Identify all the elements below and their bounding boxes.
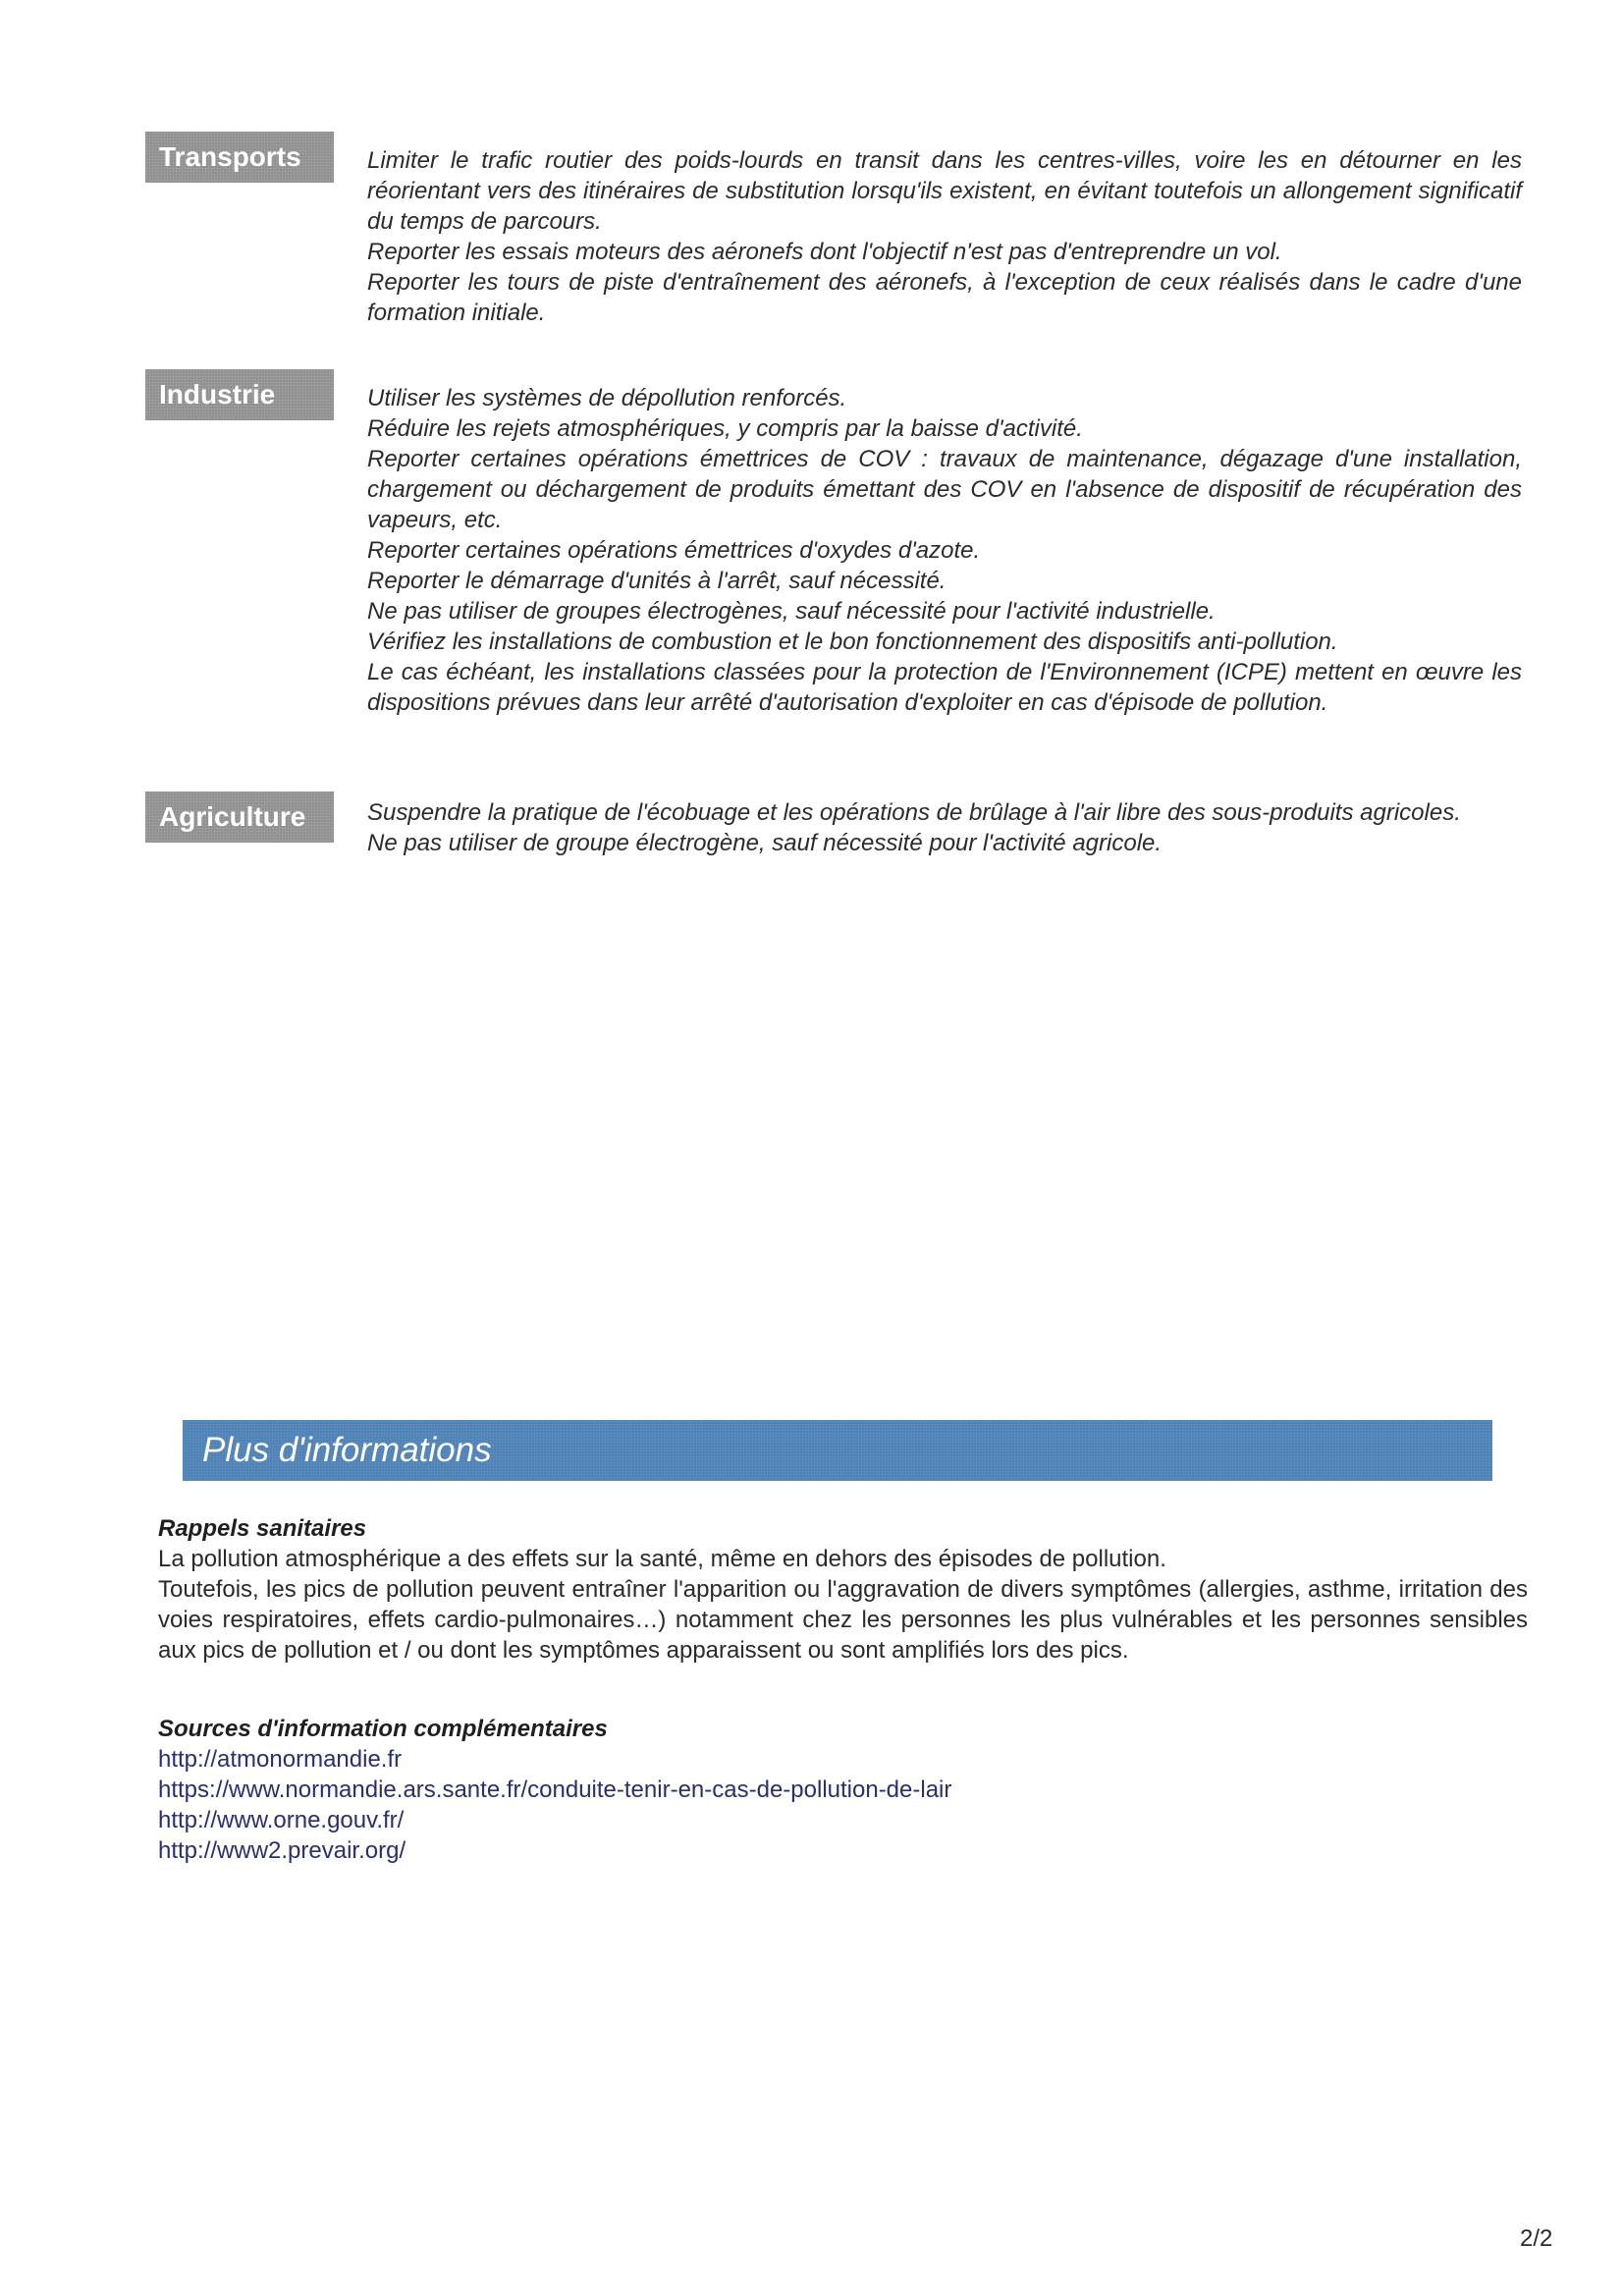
paragraph: Reporter les essais moteurs des aéronefs dont l'objectif n'est pas d'entreprendre un vol. [367, 239, 1282, 265]
paragraph: Suspendre la pratique de l'écobuage et les opérations de brûlage à l'air libre des sous-produits agricoles. [367, 799, 1461, 826]
section-tag-transports: Transports [145, 132, 334, 183]
source-link[interactable]: https://www.normandie.ars.sante.fr/conduite-tenir-en-cas-de-pollution-de-lair [158, 1777, 952, 1803]
page-number: 2/2 [1520, 2225, 1553, 2252]
paragraph: Le cas échéant, les installations classées pour la protection de l'Environnement (ICPE) mettent en œuvre les dispositions prévues dans leur arrêté d'autorisation d'exploiter en cas d'épisode de pollution. [367, 659, 1522, 716]
section-tag-agriculture: Agriculture [145, 792, 334, 843]
section-tag-industrie: Industrie [145, 369, 334, 420]
info-banner-title: Plus d'informations [202, 1431, 492, 1469]
rappels-sanitaires [158, 1513, 1528, 1666]
section-body-agriculture [367, 797, 1522, 858]
section-body-industrie [367, 383, 1522, 718]
info-banner [183, 1420, 1492, 1481]
source-link[interactable]: http://www2.prevair.org/ [158, 1837, 406, 1864]
paragraph: Reporter le démarrage d'unités à l'arrêt, sauf nécessité. [367, 568, 947, 594]
section-body-transports [367, 145, 1522, 328]
paragraph: Utiliser les systèmes de dépollution renforcés. [367, 385, 847, 411]
sources-info [158, 1714, 1528, 1866]
source-link[interactable]: http://www.orne.gouv.fr/ [158, 1807, 405, 1833]
paragraph: Réduire les rejets atmosphériques, y compris par la baisse d'activité. [367, 415, 1083, 442]
rappels-heading: Rappels sanitaires [158, 1515, 367, 1542]
paragraph: Reporter certaines opérations émettrices d'oxydes d'azote. [367, 537, 981, 564]
paragraph: Reporter certaines opérations émettrices de COV : travaux de maintenance, dégazage d'une installation, chargement ou déchargement de produits émettant des COV en l'absence de dispositif de récupération des vapeurs, etc. [367, 446, 1522, 533]
paragraph: Ne pas utiliser de groupe électrogène, sauf nécessité pour l'activité agricole. [367, 830, 1163, 856]
sources-heading: Sources d'information complémentaires [158, 1716, 608, 1742]
source-link[interactable]: http://atmonormandie.fr [158, 1746, 403, 1773]
paragraph: Reporter les tours de piste d'entraînement des aéronefs, à l'exception de ceux réalisés dans le cadre d'une formation initiale. [367, 269, 1522, 326]
paragraph: La pollution atmosphérique a des effets sur la santé, même en dehors des épisodes de pollution. [158, 1546, 1166, 1572]
paragraph: Limiter le trafic routier des poids-lourds en transit dans les centres-villes, voire les en détourner en les réorientant vers des itinéraires de substitution lorsqu'ils existent, en évitant toutefois un allongement significatif du temps de parcours. [367, 147, 1522, 235]
paragraph: Toutefois, les pics de pollution peuvent entraîner l'apparition ou l'aggravation de divers symptômes (allergies, asthme, irritation des voies respiratoires, effets cardio-pulmonaires…) notamment chez les personnes les plus vulnérables et les personnes sensibles aux pics de pollution et / ou dont les symptômes apparaissent ou sont amplifiés lors des pics. [158, 1576, 1528, 1664]
paragraph: Vérifiez les installations de combustion et le bon fonctionnement des dispositifs anti-pollution. [367, 629, 1338, 655]
paragraph: Ne pas utiliser de groupes électrogènes, sauf nécessité pour l'activité industrielle. [367, 598, 1216, 625]
